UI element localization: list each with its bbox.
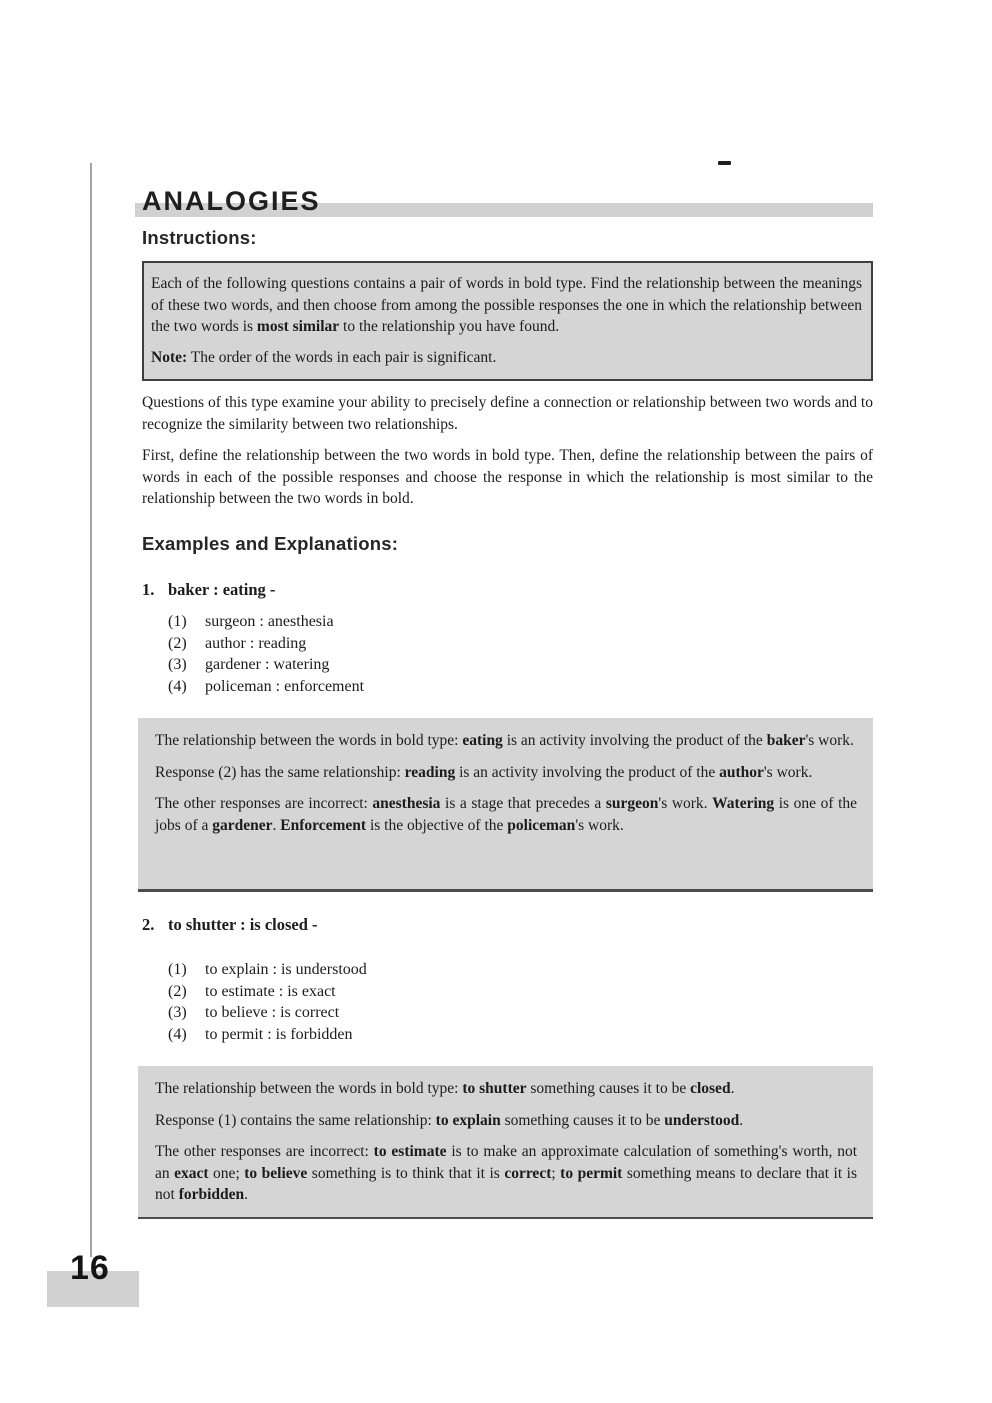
option-row bbox=[168, 633, 873, 655]
option-text: to permit : is forbidden bbox=[205, 1025, 353, 1043]
option-row bbox=[168, 611, 873, 633]
header-dash-mark bbox=[718, 161, 731, 165]
option-number: (1) bbox=[168, 613, 187, 630]
option-number: (3) bbox=[168, 1004, 187, 1022]
option-text: to explain : is understood bbox=[205, 961, 367, 978]
question-1-heading bbox=[142, 580, 873, 600]
explanation-paragraph: Response (2) has the same relationship: reading is an activity involving the product of the author's work. bbox=[155, 763, 813, 781]
title-block bbox=[142, 186, 873, 220]
explanation-paragraph: The relationship between the words in bold type: to shutter something causes it to be closed. bbox=[155, 1080, 735, 1097]
option-number: (4) bbox=[168, 1025, 187, 1043]
option-row bbox=[168, 959, 873, 981]
question-2-number: 2. bbox=[142, 915, 155, 934]
page-title: ANALOGIES bbox=[142, 186, 321, 216]
option-number: (2) bbox=[168, 982, 187, 1000]
option-text: policeman : enforcement bbox=[205, 677, 365, 695]
explanation-box-2 bbox=[138, 1066, 873, 1219]
question-2-heading bbox=[142, 915, 873, 935]
option-row bbox=[168, 676, 873, 698]
explanation-box-1 bbox=[138, 718, 873, 892]
left-margin-rule bbox=[90, 163, 92, 1257]
page-number: 16 bbox=[70, 1249, 110, 1287]
instructions-box bbox=[142, 261, 873, 381]
question-1-prompt: baker : eating - bbox=[168, 580, 276, 599]
instructions-heading: Instructions: bbox=[142, 227, 257, 248]
option-row bbox=[168, 1024, 873, 1046]
option-text: to believe : is correct bbox=[205, 1004, 340, 1022]
option-row bbox=[168, 1002, 873, 1024]
question-1 bbox=[142, 580, 873, 697]
option-number: (1) bbox=[168, 961, 187, 978]
explanation-paragraph: The relationship between the words in bold type: eating is an activity involving the product of the baker's work. bbox=[155, 732, 854, 749]
intro-paragraph-2: First, define the relationship between the two words in bold type. Then, define the relationship between the pairs of words in each of the possible responses and choose the response in which the relationship is most similar to the relationship between the two words in bold. bbox=[142, 447, 873, 507]
option-row bbox=[168, 981, 873, 1003]
option-text: surgeon : anesthesia bbox=[205, 613, 334, 630]
explanation-paragraph: Response (1) contains the same relationship: to explain something causes it to be understood. bbox=[155, 1111, 744, 1129]
question-2 bbox=[142, 915, 873, 1045]
intro-paragraph-1: Questions of this type examine your ability to precisely define a connection or relationship between two words and to recognize the similarity between two relationships. bbox=[142, 394, 873, 433]
instructions-paragraph: Each of the following questions contains a pair of words in bold type. Find the relationship between the meanings of these two words, and then choose from among the possible responses the one in which the relationship between the two words is most similar to the relationship you have found. bbox=[151, 275, 862, 335]
option-text: author : reading bbox=[205, 634, 307, 652]
explanation-paragraph: The other responses are incorrect: to estimate is to make an approximate calculation of something's worth, not an exact one; to believe something is to think that it is correct; to permit something means to declare that it is not forbidden. bbox=[155, 1143, 858, 1203]
option-row bbox=[168, 654, 873, 676]
instructions-note: Note: The order of the words in each pair is significant. bbox=[151, 348, 497, 366]
question-1-number: 1. bbox=[142, 580, 155, 599]
question-2-prompt: to shutter : is closed - bbox=[168, 915, 318, 934]
option-text: gardener : watering bbox=[205, 656, 330, 674]
question-1-options bbox=[142, 611, 873, 697]
option-number: (3) bbox=[168, 656, 187, 674]
option-text: to estimate : is exact bbox=[205, 982, 336, 1000]
examples-heading: Examples and Explanations: bbox=[142, 533, 399, 554]
option-number: (4) bbox=[168, 677, 187, 695]
question-2-options bbox=[142, 959, 873, 1045]
option-number: (2) bbox=[168, 634, 187, 652]
explanation-paragraph: The other responses are incorrect: anesthesia is a stage that precedes a surgeon's work. Watering is one of the jobs of a gardener. Enforcement is the objective of the policeman's work. bbox=[155, 795, 858, 834]
